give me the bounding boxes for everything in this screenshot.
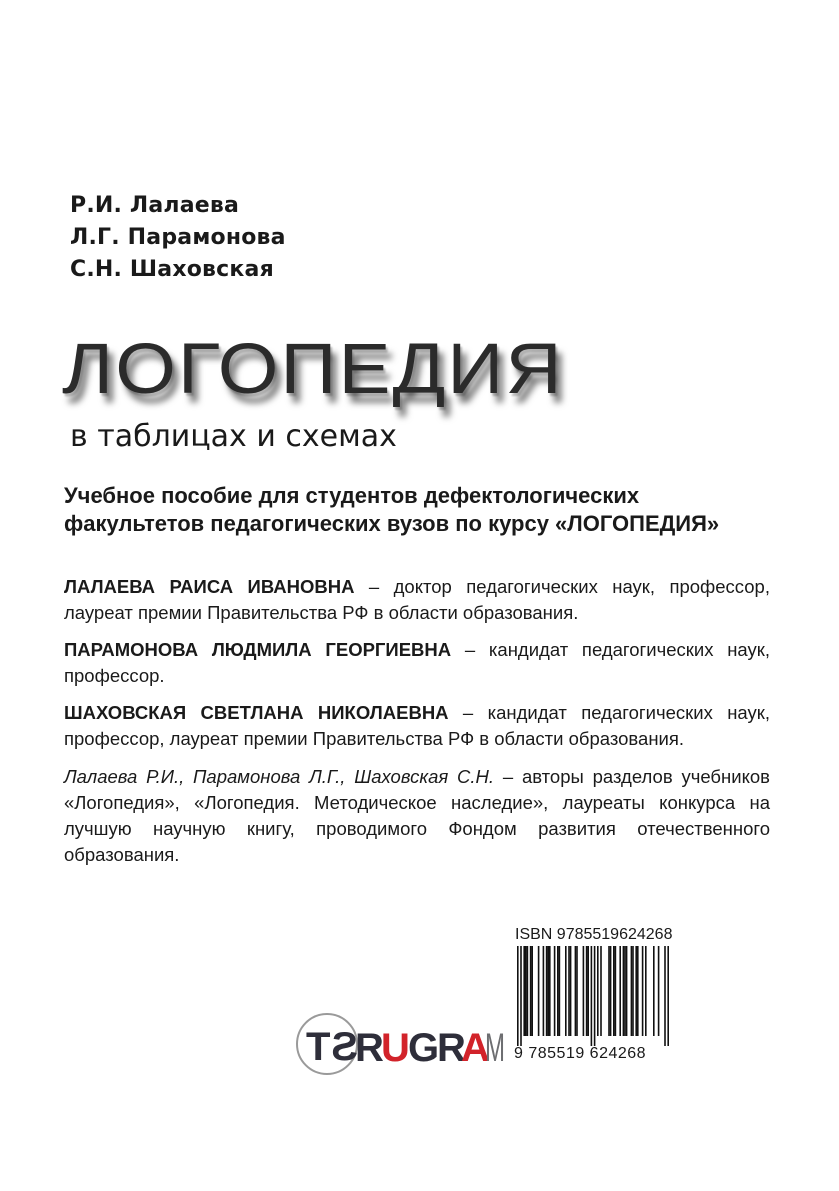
bio-text: – кандидат педагогических наук, профессор, лауреат премии Правительства РФ в области образования.	[64, 702, 771, 749]
barcode-bar	[575, 946, 577, 1036]
barcode-bar	[619, 946, 621, 1036]
book-subtitle: в таблицах и схемах	[70, 419, 397, 454]
barcode-bar	[664, 946, 666, 1046]
barcode-bar	[626, 946, 628, 1036]
publisher-logo	[295, 1010, 505, 1076]
svg-text:T: T	[306, 1025, 331, 1069]
barcode-bar	[554, 946, 556, 1036]
barcode-bar	[623, 946, 625, 1036]
barcode-bar	[586, 946, 588, 1036]
barcode-bar	[565, 946, 567, 1036]
barcode-bar	[653, 946, 655, 1036]
bio-text: – доктор педагогических наук, профессор, лауреат премии Правительства РФ в области образования.	[64, 576, 770, 623]
barcode-bar	[520, 946, 522, 1046]
svg-text:R: R	[355, 1026, 384, 1070]
barcode-bar	[667, 946, 669, 1046]
author-name: С.Н. Шаховская	[70, 257, 274, 282]
barcode-bar	[527, 946, 529, 1036]
barcode-bar	[600, 946, 602, 1036]
barcode-bar	[517, 946, 519, 1046]
svg-text:M: M	[485, 1026, 505, 1070]
barcode-bar	[568, 946, 570, 1036]
svg-text:G: G	[408, 1026, 440, 1070]
barcode-bar	[538, 946, 540, 1036]
svg-text:R: R	[437, 1026, 466, 1070]
joint-note-text: – авторы разделов учебников «Логопедия», «Логопедия. Методическое наследие», лауреаты конкурса на лучшую научную книгу, проводимого Фондом развития отечественного образования.	[64, 766, 770, 865]
barcode-bar	[559, 946, 561, 1036]
barcode-bar	[570, 946, 572, 1036]
barcode-bar	[546, 946, 548, 1036]
bio-text: – кандидат педагогических наук, профессор.	[64, 639, 770, 686]
barcode-bar	[635, 946, 637, 1036]
barcode-bar	[531, 946, 533, 1036]
barcode-bar	[608, 946, 610, 1036]
bio-name: ПАРАМОНОВА ЛЮДМИЛА ГЕОРГИЕВНА	[64, 639, 452, 660]
barcode-bar	[632, 946, 634, 1036]
barcode-bar	[523, 946, 525, 1036]
svg-text:S: S	[331, 1025, 358, 1069]
barcode-bar	[624, 946, 626, 1036]
barcode-bar	[557, 946, 559, 1036]
barcode-bar	[637, 946, 639, 1036]
author-bio	[64, 574, 770, 626]
barcode-bar	[543, 946, 545, 1036]
barcode-bar	[610, 946, 612, 1036]
isbn-digits: 9 785519 624268	[514, 1045, 647, 1062]
barcode-bar	[591, 946, 593, 1046]
barcode-bar	[530, 946, 532, 1036]
svg-text:U: U	[381, 1026, 410, 1070]
barcode-bar	[597, 946, 599, 1036]
svg-text:A: A	[461, 1026, 490, 1070]
authors-list	[70, 190, 286, 286]
barcode-bar	[547, 946, 549, 1036]
barcode-bar	[615, 946, 617, 1036]
book-title: ЛОГОПЕДИЯ	[62, 327, 564, 409]
barcode-bar	[525, 946, 527, 1036]
barcode-bar	[576, 946, 578, 1036]
barcode-bar	[658, 946, 660, 1036]
barcode-bar	[645, 946, 647, 1036]
author-name: Р.И. Лалаева	[70, 193, 240, 218]
author-name: Л.Г. Парамонова	[70, 225, 286, 250]
barcode-bar	[583, 946, 585, 1036]
joint-note-names: Лалаева Р.И., Парамонова Л.Г., Шаховская С.Н.	[64, 766, 495, 787]
author-bio	[64, 637, 770, 689]
joint-note	[64, 764, 770, 868]
isbn-label: ISBN 9785519624268	[515, 926, 673, 943]
barcode-bar	[594, 946, 596, 1046]
isbn-barcode	[514, 946, 670, 1046]
bio-name: ЛАЛАЕВА РАИСА ИВАНОВНА	[64, 576, 355, 597]
barcode-bar	[587, 946, 589, 1036]
barcode-bar	[613, 946, 615, 1036]
barcode-bar	[549, 946, 551, 1036]
barcode-bar	[631, 946, 633, 1036]
barcode-bar	[642, 946, 644, 1036]
book-description: Учебное пособие для студентов дефектологических факультетов педагогических вузов по курсу «ЛОГОПЕДИЯ»	[64, 483, 720, 536]
bio-name: ШАХОВСКАЯ СВЕТЛАНА НИКОЛАЕВНА	[64, 702, 449, 723]
author-bio	[64, 700, 770, 752]
